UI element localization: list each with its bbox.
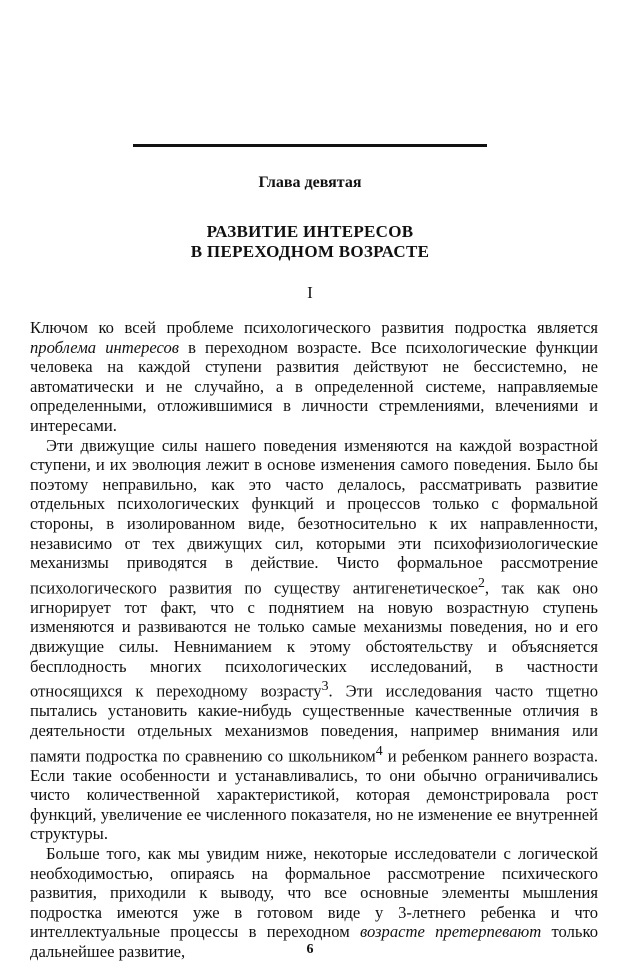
- section-number: I: [307, 283, 313, 302]
- paragraph-1-text-a: Ключом ко всей проблеме психологического развития подростка является: [30, 318, 598, 337]
- footnote-ref-4[interactable]: 4: [375, 742, 383, 758]
- paragraph-2-text-a: Эти движущие силы нашего поведения изменяются на каждой возрастной ступени, и их эволюция лежит в основе изменения самого поведения. Было бы поэтому неправильно, как это часто делалось, рассматривать развитие отдельных психологических функций и процессов только с формальной стороны, в изолированном виде, безотносительно к их направленности, независимо от тех движущих сил, которыми эти психофизиологические механизмы приводятся в действие. Чисто формальное рассмотрение психологического развития по существу антигенетическое: [30, 435, 598, 598]
- chapter-label: Глава девятая: [258, 174, 362, 191]
- paragraph-3-emphasis: возрасте претерпевают: [359, 922, 542, 942]
- footnote-ref-3[interactable]: 3: [321, 678, 329, 694]
- paragraph-2-text-b: , так как оно игнорирует тот факт, что с поднятием на новую возрастную ступень изменяются и развиваются не только самые механизмы поведения, но и его движущие силы. Невниманием к этому обстоятельству и объясняется бесплодность многих психологических исследований, в частности относящихся к переходному возрасту: [30, 578, 598, 701]
- paragraph-2: [30, 436, 598, 844]
- body-text: [30, 318, 598, 962]
- paragraph-1-emphasis: проблема интересов: [30, 337, 179, 357]
- header-rule: [133, 144, 487, 147]
- chapter-title-line-1: РАЗВИТИЕ ИНТЕРЕСОВ: [206, 222, 414, 241]
- chapter-title: [0, 222, 620, 262]
- paragraph-2-text-d: и ребенком раннего возраста. Если такие особенности и устанавливались, то они обычно ограничивались чисто количественной характеристикой, которая демонстрировала рост функций, увеличение ее численного показателя, но не изменение ее внутренней структуры.: [30, 746, 598, 844]
- page-number: 6: [306, 942, 314, 957]
- paragraph-1: [30, 318, 598, 436]
- paragraph-1-text-b: в переходном возрасте. Все психологические функции человека на каждой ступени развития действуют не бессистемно, не автоматически и не случайно, а в определенной системе, направляемые определенными, отложившимися в личности стремлениями, влечениями и интересами.: [30, 337, 598, 435]
- paragraph-3-text-b: только дальнейшее развитие,: [30, 922, 598, 961]
- footnote-ref-2[interactable]: 2: [477, 574, 485, 590]
- paragraph-2-text-c: . Эти исследования часто тщетно пытались установить какие-нибудь существенные качественные отличия в деятельности отдельных механизмов поведения, например внимания или памяти подростка по сравнению со школьником: [30, 681, 598, 766]
- chapter-title-line-2: В ПЕРЕХОДНОМ ВОЗРАСТЕ: [190, 242, 430, 261]
- paragraph-3-text-a: Больше того, как мы увидим ниже, некоторые исследователи с логической необходимостью, опираясь на формальное рассмотрение психического развития, приходили к выводу, что все основные элементы мышления подростка имеются уже в готовом виде у 3-летнего ребенка и что интеллектуальные процессы в переходном: [30, 844, 598, 942]
